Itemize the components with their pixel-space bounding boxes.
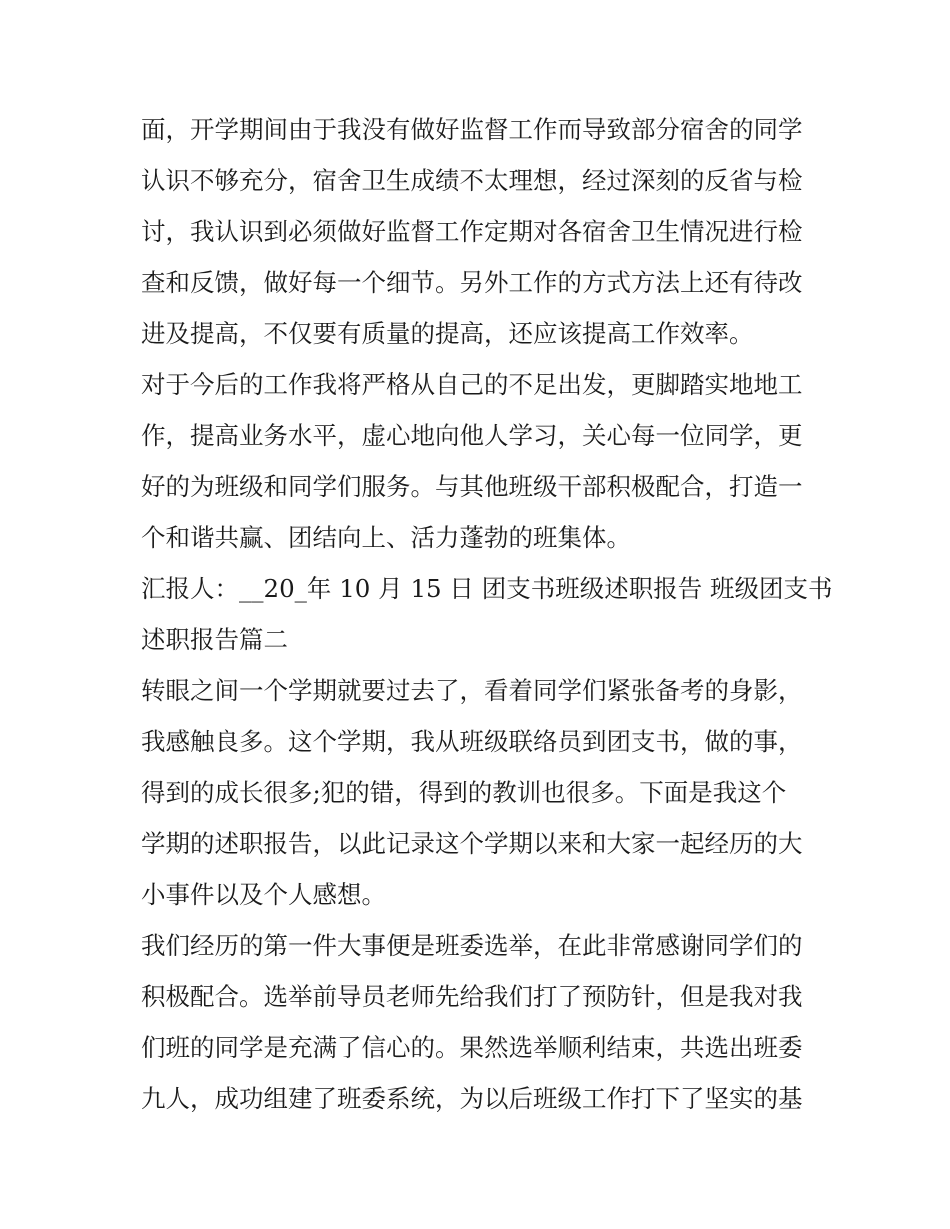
text-line: 学期的述职报告，以此记录这个学期以来和大家一起经历的大 <box>141 829 803 858</box>
text-line: 述职报告篇二 <box>141 625 288 654</box>
text-line: 查和反馈，做好每一个细节。另外工作的方式方法上还有待改 <box>141 268 803 297</box>
text-line: 我们经历的第一件大事便是班委选举，在此非常感谢同学们的 <box>141 931 803 960</box>
text-line: 汇报人：__20_年 10 月 15 日 团支书班级述职报告 班级团支书 <box>141 574 833 603</box>
text-line: 对于今后的工作我将严格从自己的不足出发，更脚踏实地地工 <box>141 370 803 399</box>
text-line: 转眼之间一个学期就要过去了，看着同学们紧张备考的身影， <box>141 676 803 705</box>
text-line: 面，开学期间由于我没有做好监督工作而导致部分宿舍的同学 <box>141 115 803 144</box>
text-line: 进及提高，不仅要有质量的提高，还应该提高工作效率。 <box>141 319 754 348</box>
body-text <box>141 104 833 1124</box>
text-line: 讨，我认识到必须做好监督工作定期对各宿舍卫生情况进行检 <box>141 217 803 246</box>
text-line: 作，提高业务水平，虚心地向他人学习，关心每一位同学，更 <box>141 421 803 450</box>
text-line: 好的为班级和同学们服务。与其他班级干部积极配合，打造一 <box>141 472 803 501</box>
text-line: 认识不够充分，宿舍卫生成绩不太理想，经过深刻的反省与检 <box>141 166 803 195</box>
text-line: 九人，成功组建了班委系统，为以后班级工作打下了坚实的基 <box>141 1084 803 1113</box>
text-line: 们班的同学是充满了信心的。果然选举顺利结束，共选出班委 <box>141 1033 803 1062</box>
text-line: 得到的成长很多;犯的错，得到的教训也很多。下面是我这个 <box>141 778 787 807</box>
text-line: 小事件以及个人感想。 <box>141 880 386 909</box>
text-line: 我感触良多。这个学期，我从班级联络员到团支书，做的事， <box>141 727 803 756</box>
text-line: 个和谐共赢、团结向上、活力蓬勃的班集体。 <box>141 523 631 552</box>
text-line: 积极配合。选举前导员老师先给我们打了预防针，但是我对我 <box>141 982 803 1011</box>
